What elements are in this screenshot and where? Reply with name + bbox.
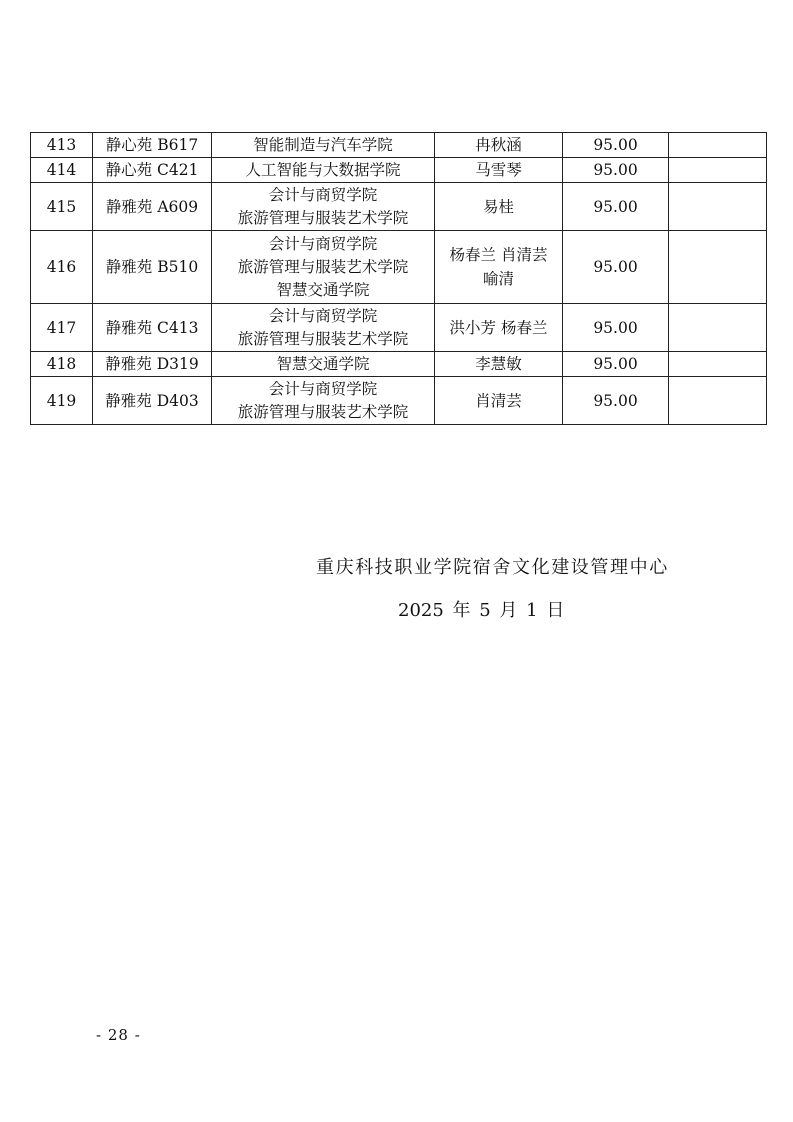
row-number: 415 — [31, 183, 93, 231]
college-name: 智能制造与汽车学院 — [253, 135, 393, 154]
table-row — [31, 133, 767, 158]
dorm-room: 静雅苑 B510 — [93, 231, 212, 304]
remark — [669, 231, 767, 304]
college-name: 会计与商贸学院 — [268, 379, 378, 398]
dorm-room: 静雅苑 D319 — [93, 352, 212, 377]
row-number: 417 — [31, 304, 93, 352]
college-name: 旅游管理与服装艺术学院 — [237, 329, 409, 348]
college-cell — [212, 377, 435, 425]
dorm-room: 静雅苑 C413 — [93, 304, 212, 352]
issuer-signature: 重庆科技职业学院宿舍文化建设管理中心 — [316, 557, 669, 578]
score: 95.00 — [563, 352, 669, 377]
college-name: 会计与商贸学院 — [268, 234, 378, 253]
student-names: 冉秋涵 — [435, 133, 563, 158]
college-name: 旅游管理与服装艺术学院 — [237, 208, 409, 227]
row-number: 419 — [31, 377, 93, 425]
remark — [669, 304, 767, 352]
score: 95.00 — [563, 183, 669, 231]
college-name: 旅游管理与服装艺术学院 — [237, 257, 409, 276]
remark — [669, 133, 767, 158]
table-row — [31, 158, 767, 183]
college-cell — [212, 231, 435, 304]
page-number: - 28 - — [96, 1026, 141, 1044]
college-name: 智慧交通学院 — [276, 280, 370, 299]
remark — [669, 352, 767, 377]
student-names: 李慧敏 — [435, 352, 563, 377]
table-row — [31, 231, 767, 304]
college-cell — [212, 133, 435, 158]
dorm-room: 静雅苑 A609 — [93, 183, 212, 231]
row-number: 416 — [31, 231, 93, 304]
row-number: 413 — [31, 133, 93, 158]
college-cell — [212, 158, 435, 183]
dormitory-score-table — [30, 132, 767, 425]
score: 95.00 — [563, 231, 669, 304]
dorm-room: 静心苑 C421 — [93, 158, 212, 183]
college-name: 智慧交通学院 — [276, 354, 370, 373]
score: 95.00 — [563, 377, 669, 425]
college-name: 会计与商贸学院 — [268, 306, 378, 325]
dorm-room: 静心苑 B617 — [93, 133, 212, 158]
score: 95.00 — [563, 304, 669, 352]
student-names: 杨春兰 肖清芸喻清 — [435, 231, 563, 304]
table-row — [31, 352, 767, 377]
table-row — [31, 377, 767, 425]
score: 95.00 — [563, 133, 669, 158]
college-cell — [212, 304, 435, 352]
issue-date: 2025 年 5 月 1 日 — [398, 600, 565, 621]
table-row — [31, 183, 767, 231]
student-names: 肖清芸 — [435, 377, 563, 425]
college-cell — [212, 352, 435, 377]
dorm-room: 静雅苑 D403 — [93, 377, 212, 425]
row-number: 418 — [31, 352, 93, 377]
college-name: 会计与商贸学院 — [268, 185, 378, 204]
table-row — [31, 304, 767, 352]
score: 95.00 — [563, 158, 669, 183]
college-cell — [212, 183, 435, 231]
college-name: 旅游管理与服装艺术学院 — [237, 402, 409, 421]
student-names: 易桂 — [435, 183, 563, 231]
remark — [669, 377, 767, 425]
row-number: 414 — [31, 158, 93, 183]
remark — [669, 183, 767, 231]
student-names: 马雪琴 — [435, 158, 563, 183]
remark — [669, 158, 767, 183]
student-names: 洪小芳 杨春兰 — [435, 304, 563, 352]
college-name: 人工智能与大数据学院 — [245, 160, 401, 179]
